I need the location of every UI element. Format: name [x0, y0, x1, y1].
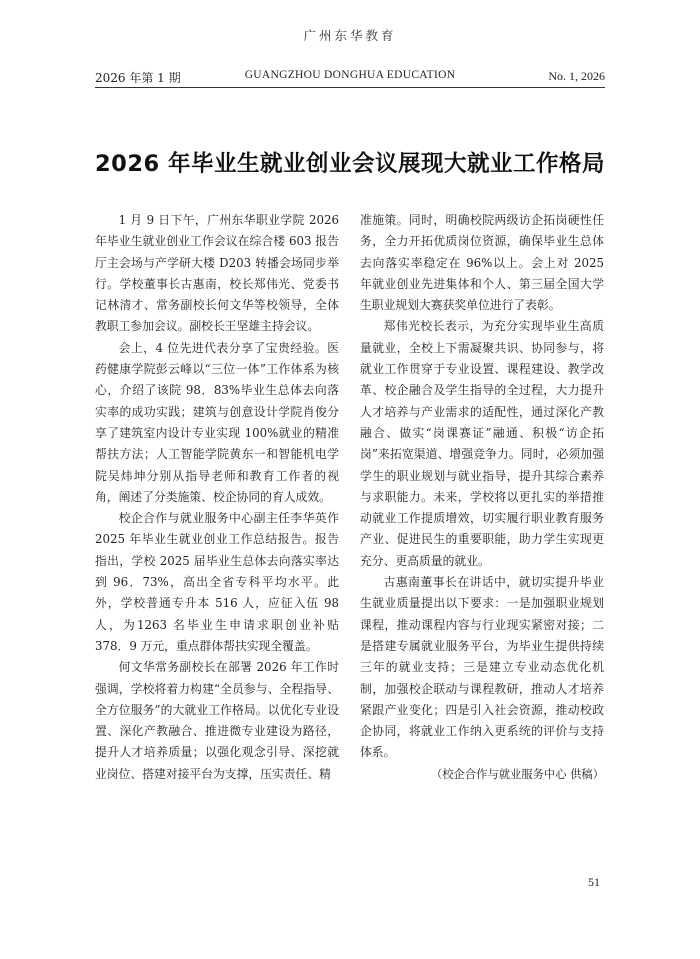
article-column-left: [95, 210, 339, 785]
issue-label-cn: 2026 年第 1 期: [95, 71, 181, 85]
journal-name-en: GUANGZHOU DONGHUA EDUCATION: [244, 69, 456, 81]
journal-name: 广州东华教育: [303, 28, 397, 43]
paragraph: 校企合作与就业服务中心副主任李华英作 2025 年毕业生就业创业工作总结报告。报告指出，学校 2025 届毕业生总体去向落实率达到 96．73%，高出全省专科平均水平。此外，学校普通专升本 516 人，应征入伍 98 人，为1263 名毕业生申请求职创业补贴 378．9 万元，重点群体帮扶实现全覆盖。: [95, 511, 339, 653]
paragraph: 何文华常务副校长在部署 2026 年工作时强调，学校将着力构建“全员参与、全程指导、全方位服务”的大就业工作格局。以优化专业设置、深化产教融合、推进微专业建设为路径，提升人才培养质量；以强化观念引导、深挖就业岗位、搭建对接平台为支撑，压实责任、精: [95, 660, 339, 781]
article-title: 2026 年毕业生就业创业会议展现大就业工作格局: [95, 151, 605, 177]
article-credit: （校企合作与就业服务中心 供稿）: [430, 767, 604, 781]
paragraph: 郑伟光校长表示，为充分实现毕业生高质量就业，全校上下需凝聚共识、协同参与，将就业工作贯穿于专业设置、课程建设、教学改革、校企融合及学生指导的全过程，大力提升人才培养与产业需求的适配性，通过深化产教融合、做实“岗课赛证”融通、积极“访企拓岗”来拓宽渠道、增强竞争力。同时，必须加强学生的职业规划与就业指导，提升其综合素养与求职能力。未来，学校将以更扎实的举措推动就业工作提质增效，切实履行职业教育服务产业、促进民生的重要职能，助力学生实现更充分、更高质量的就业。: [360, 319, 604, 568]
paragraph: 会上，4 位先进代表分享了宝贵经验。医药健康学院彭云峰以“三位一体”工作体系为核心，介绍了该院 98．83%毕业生总体去向落实率的成功实践；建筑与创意设计学院肖俊分享了建筑室内设计专业实现 100%就业的精准帮扶方法；人工智能学院黄东一和智能机电学院吴炜坤分别从指导老师和教育工作者的视角，阐述了分类施策、校企协同的育人成效。: [95, 340, 339, 504]
paragraph: 1 月 9 日下午，广州东华职业学院 2026 年毕业生就业创业工作会议在综合楼 603 报告厅主会场与产学研大楼 D203 转播会场同步举行。学校董事长古惠南，校长郑伟光、党委书记林清才、常务副校长何文华等校领导，全体教职工参加会议。副校长王坚雄主持会议。: [95, 213, 339, 334]
paragraph: 古惠南董事长在讲话中，就切实提升毕业生就业质量提出以下要求：一是加强职业规划课程，推动课程内容与行业现实紧密对接；二是搭建专属就业服务平台，为毕业生提供持续三年的就业支持；三是建立专业动态优化机制，加强校企联动与课程教研，推动人才培养紧跟产业变化；四是引入社会资源，推动校政企协同，将就业工作纳入更系统的评价与支持体系。: [360, 575, 604, 760]
issue-label-en: No. 1, 2026: [548, 69, 605, 83]
article-column-right: [360, 210, 604, 785]
paragraph-continued: 准施策。同时，明确校院两级访企拓岗硬性任务，全力开拓优质岗位资源，确保毕业生总体去向落实率稳定在 96%以上。会上对 2025 年就业创业先进集体和个人、第三届全国大学生职业规划大赛获奖单位进行了表彰。: [360, 213, 604, 313]
page-number: 51: [588, 875, 600, 889]
header-divider: [95, 87, 605, 88]
